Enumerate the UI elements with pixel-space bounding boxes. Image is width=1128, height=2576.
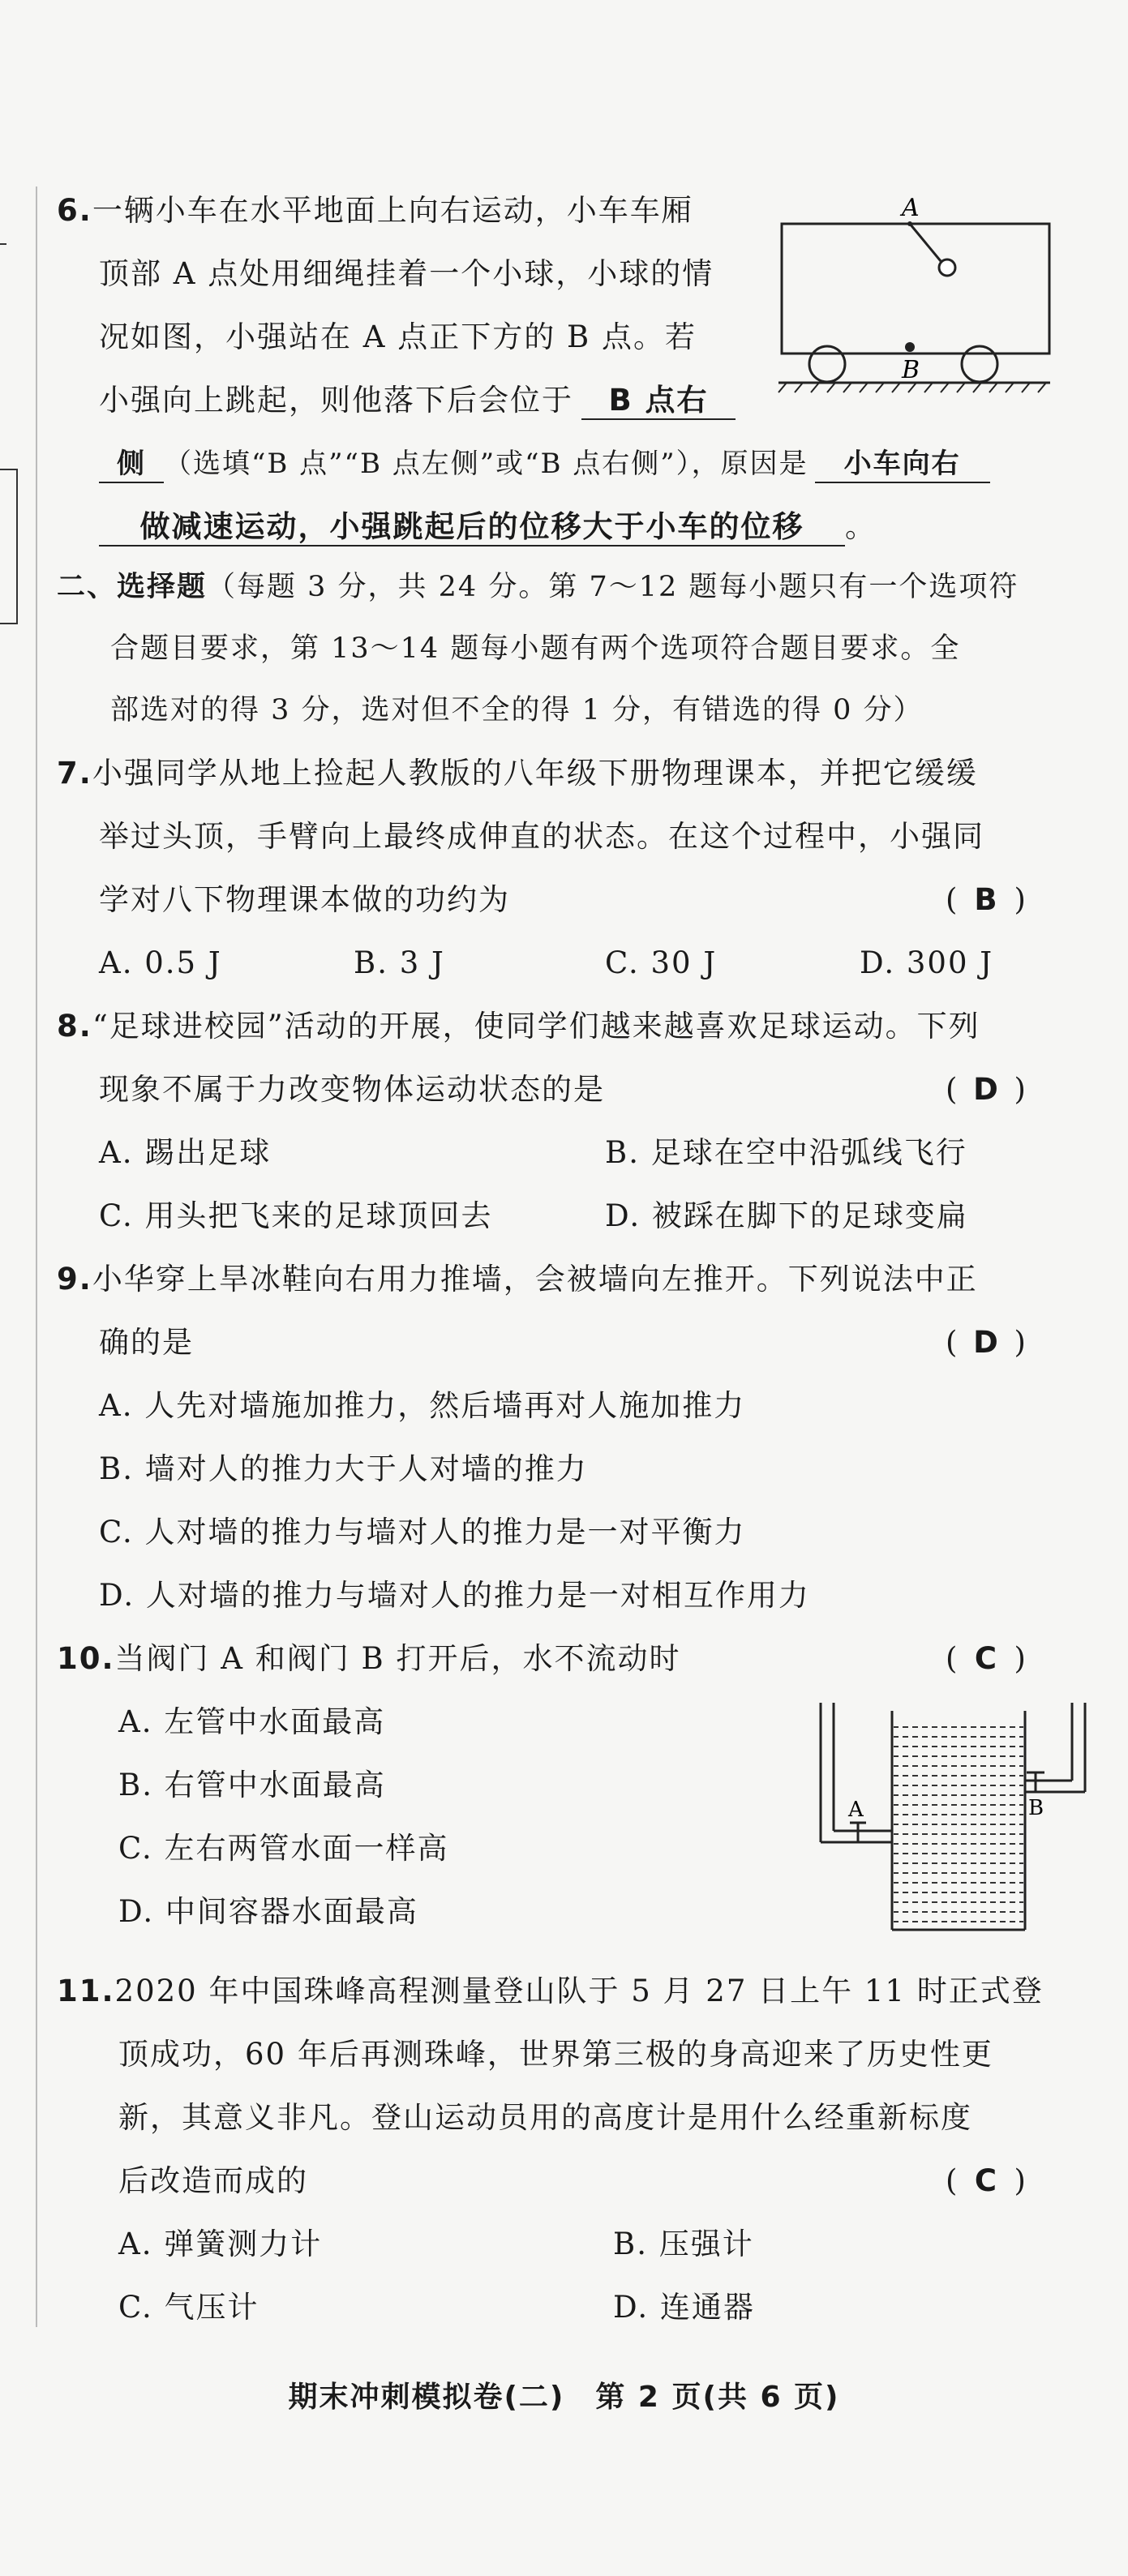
q7-line-3: 学对八下物理课本做的功约为	[99, 882, 510, 917]
q8-option-c: C. 用头把飞来的足球顶回去	[99, 1198, 493, 1233]
q6-blank-2b: 做减速运动，小强跳起后的位移大于小车的位移	[99, 509, 845, 546]
fig-label-b: B	[902, 356, 920, 384]
q6-blank-2a: 小车向右	[815, 446, 990, 483]
q9-text-1: 小华穿上旱冰鞋向右用力推墙，会被墙向左推开。下列说法中正	[92, 1262, 978, 1297]
q9-line-1	[57, 1260, 978, 1299]
q11-answer-value: C	[974, 2163, 997, 2198]
q7-answer-value: B	[974, 882, 997, 917]
page-footer: 期末冲刺模拟卷(二) 第 2 页(共 6 页)	[288, 2381, 840, 2414]
q7-line-2: 举过头顶，手臂向上最终成伸直的状态。在这个过程中，小强同	[99, 819, 984, 854]
q8-answer: ( D )	[946, 1070, 1026, 1109]
q6-line-4	[99, 381, 736, 420]
section2-heading: 二、选择题	[57, 571, 208, 603]
q8-number: 8.	[57, 1009, 92, 1044]
q6-line-2: 顶部 A 点处用细绳挂着一个小球，小球的情	[99, 256, 714, 291]
q11-option-d: D. 连通器	[613, 2290, 755, 2325]
q9-option-d: D. 人对墙的推力与墙对人的推力是一对相互作用力	[99, 1578, 810, 1613]
q7-option-c: C. 30 J	[605, 945, 718, 980]
q11-option-a: A. 弹簧测力计	[118, 2227, 323, 2261]
q7-text-1: 小强同学从地上捡起人教版的八年级下册物理课本，并把它缓缓	[92, 756, 978, 791]
q9-line-2: 确的是	[99, 1325, 194, 1360]
q8-line-1	[57, 1007, 980, 1046]
q11-line-3: 新，其意义非凡。登山运动员用的高度计是用什么经重新标度	[118, 2100, 972, 2135]
q6-text-1: 一辆小车在水平地面上向右运动，小车车厢	[92, 193, 693, 228]
q9-answer-value: D	[973, 1325, 998, 1360]
q6-blank-1a: B 点右	[581, 383, 736, 420]
q11-option-c: C. 气压计	[118, 2290, 259, 2325]
q6-blank-1b: 侧	[99, 446, 164, 483]
q8-line-2: 现象不属于力改变物体运动状态的是	[99, 1072, 605, 1107]
q11-text-1: 2020 年中国珠峰高程测量登山队于 5 月 27 日上午 11 时正式登	[114, 1974, 1044, 2008]
q11-line-4: 后改造而成的	[118, 2163, 308, 2198]
q10-option-a: A. 左管中水面最高	[118, 1704, 386, 1739]
q6-line-1	[57, 191, 693, 230]
q6-end: 。	[845, 509, 877, 544]
q11-line-2: 顶成功，60 年后再测珠峰，世界第三极的身高迎来了历史性更	[118, 2037, 993, 2072]
section2-line-1	[57, 568, 1019, 606]
fig-label-a: A	[902, 194, 920, 222]
q9-option-b: B. 墙对人的推力大于人对墙的推力	[99, 1451, 588, 1486]
binding-box	[0, 469, 18, 624]
q6-text-4: 小强向上跳起，则他落下后会位于	[99, 383, 573, 418]
q6-line-3: 况如图，小强站在 A 点正下方的 B 点。若	[99, 319, 697, 354]
q10-option-d: D. 中间容器水面最高	[118, 1894, 418, 1929]
margin-tick	[0, 243, 6, 245]
q11-line-1	[57, 1972, 1044, 2011]
section2-line-3: 部选对的得 3 分，选对但不全的得 1 分，有错选的得 0 分）	[110, 694, 924, 727]
section2-text-1: （每题 3 分，共 24 分。第 7～12 题每小题只有一个选项符	[207, 571, 1019, 603]
q9-number: 9.	[57, 1262, 92, 1297]
q9-answer: ( D )	[946, 1323, 1026, 1362]
q7-option-d: D. 300 J	[860, 945, 994, 980]
q10-option-c: C. 左右两管水面一样高	[118, 1831, 449, 1866]
fig-label-valve-a: A	[848, 1798, 864, 1822]
q10-answer: ( C )	[946, 1639, 1026, 1678]
cart-figure	[770, 191, 1062, 402]
q11-number: 11.	[57, 1974, 115, 2008]
q10-line-1	[57, 1639, 681, 1678]
q11-option-b: B. 压强计	[613, 2227, 754, 2261]
q8-option-a: A. 踢出足球	[99, 1135, 272, 1170]
margin-line	[36, 186, 37, 2327]
q6-line-6	[99, 508, 877, 546]
q8-answer-value: D	[973, 1072, 998, 1107]
q10-number: 10.	[57, 1641, 115, 1676]
q7-number: 7.	[57, 756, 92, 791]
q9-option-c: C. 人对墙的推力与墙对人的推力是一对平衡力	[99, 1515, 746, 1549]
fig-label-valve-b: B	[1028, 1796, 1044, 1820]
q10-option-b: B. 右管中水面最高	[118, 1768, 386, 1802]
q10-answer-value: C	[974, 1641, 997, 1676]
vessels-figure	[814, 1703, 1090, 1946]
q10-text-1: 当阀门 A 和阀门 B 打开后，水不流动时	[114, 1641, 681, 1676]
q8-text-1: “足球进校园”活动的开展，使同学们越来越喜欢足球运动。下列	[92, 1009, 980, 1044]
q7-line-1	[57, 754, 978, 793]
section2-line-2: 合题目要求，第 13～14 题每小题有两个选项符合题目要求。全	[110, 632, 961, 665]
q6-line-5	[99, 444, 990, 483]
q8-option-b: B. 足球在空中沿弧线飞行	[605, 1135, 967, 1170]
q7-option-b: B. 3 J	[354, 945, 445, 980]
q6-number: 6.	[57, 193, 92, 228]
q8-option-d: D. 被踩在脚下的足球变扁	[605, 1198, 968, 1233]
q6-text-5: （选填“B 点”“B 点左侧”或“B 点右侧”），原因是	[164, 448, 808, 480]
q9-option-a: A. 人先对墙施加推力，然后墙再对人施加推力	[99, 1388, 746, 1423]
q7-answer: ( B )	[946, 881, 1026, 919]
q7-option-a: A. 0.5 J	[99, 945, 222, 980]
q11-answer: ( C )	[946, 2162, 1026, 2201]
